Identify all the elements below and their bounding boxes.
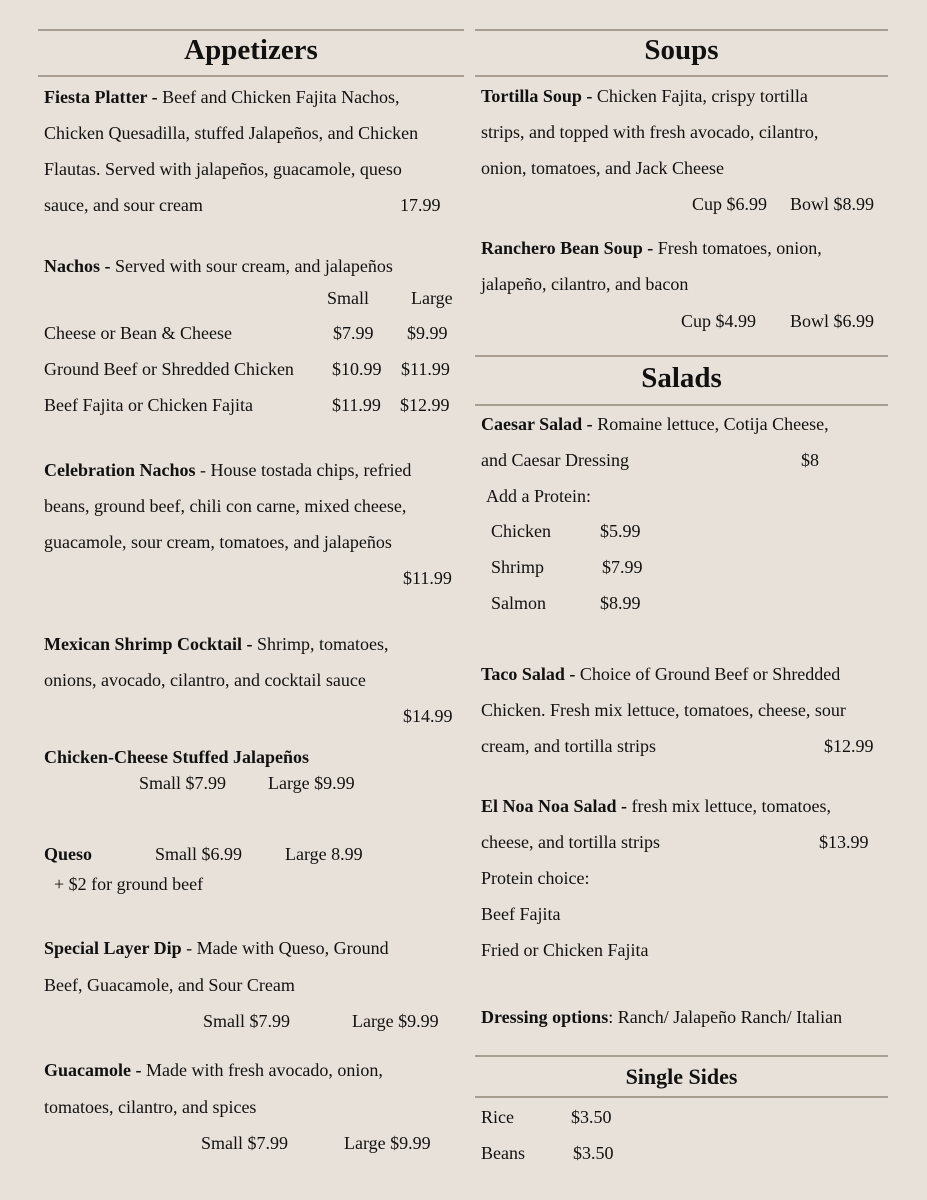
- caesar-salad-price: $8: [801, 450, 819, 470]
- taco-salad-desc-1: Choice of Ground Beef or Shredded: [575, 664, 841, 684]
- sides-bottom-rule: [475, 1096, 888, 1098]
- protein-option-price: $7.99: [602, 557, 643, 577]
- noa-noa-protein-label: Protein choice:: [481, 868, 590, 888]
- layer-dip-large-price: Large $9.99: [352, 1011, 439, 1031]
- layer-dip-name: Special Layer Dip: [44, 938, 182, 958]
- soups-heading: Soups: [644, 34, 719, 66]
- dressing-options-list: : Ranch/ Jalapeño Ranch/ Italian: [608, 1007, 843, 1027]
- tortilla-soup-desc-1: Chicken Fajita, crispy tortilla: [592, 86, 808, 106]
- side-item-price: $3.50: [573, 1143, 614, 1163]
- protein-option-name: Salmon: [491, 593, 547, 613]
- nachos-row-label: Beef Fajita or Chicken Fajita: [44, 395, 253, 415]
- side-item-name: Rice: [481, 1107, 514, 1127]
- fiesta-platter-name: Fiesta Platter -: [44, 87, 158, 107]
- dressing-options-label: Dressing options: [481, 1007, 609, 1027]
- taco-salad-line-3: cream, and tortilla strips: [481, 736, 656, 756]
- noa-noa-salad-line-1: [481, 788, 831, 824]
- layer-dip-line-1: [44, 930, 389, 966]
- salads-heading: Salads: [641, 362, 722, 394]
- ranchero-soup-cup-price: Cup $4.99: [681, 311, 757, 331]
- guacamole-small-price: Small $7.99: [201, 1133, 289, 1153]
- guacamole-line-1: [44, 1052, 383, 1088]
- queso-small-price: Small $6.99: [155, 844, 243, 864]
- guacamole-large-price: Large $9.99: [344, 1133, 431, 1153]
- side-item-name: Beans: [481, 1143, 525, 1163]
- appetizers-top-rule: [38, 29, 464, 31]
- caesar-salad-desc-1: Romaine lettuce, Cotija Cheese,: [592, 414, 829, 434]
- fiesta-platter-line-4: sauce, and sour cream: [44, 195, 203, 215]
- taco-salad-name: Taco Salad -: [481, 664, 576, 684]
- fiesta-platter-line-1: [44, 79, 400, 115]
- nachos-row-label: Ground Beef or Shredded Chicken: [44, 359, 294, 379]
- salads-top-rule: [475, 355, 888, 357]
- layer-dip-small-price: Small $7.99: [203, 1011, 291, 1031]
- ranchero-soup-line-2: jalapeño, cilantro, and bacon: [481, 274, 689, 294]
- layer-dip-line-2: Beef, Guacamole, and Sour Cream: [44, 975, 295, 995]
- protein-option-name: Shrimp: [491, 557, 545, 577]
- tortilla-soup-name: Tortilla Soup -: [481, 86, 593, 106]
- nachos-row-small-price: $7.99: [333, 323, 374, 343]
- soups-bottom-rule: [475, 75, 888, 77]
- nachos-row-large-price: $12.99: [400, 395, 450, 415]
- protein-option-price: $5.99: [600, 521, 641, 541]
- tortilla-soup-line-2: strips, and topped with fresh avocado, cilantro,: [481, 122, 819, 142]
- noa-noa-protein-option: Beef Fajita: [481, 904, 561, 924]
- nachos-row-large-price: $9.99: [407, 323, 448, 343]
- queso-large-price: Large 8.99: [285, 844, 363, 864]
- ranchero-soup-bowl-price: Bowl $6.99: [790, 311, 875, 331]
- nachos-size-small-header: Small: [327, 288, 370, 308]
- stuffed-jalapenos-name: Chicken-Cheese Stuffed Jalapeños: [44, 747, 310, 767]
- tortilla-soup-cup-price: Cup $6.99: [692, 194, 768, 214]
- ranchero-soup-line-1: [481, 230, 822, 266]
- fiesta-platter-line-2: Chicken Quesadilla, stuffed Jalapeños, and Chicken: [44, 123, 419, 143]
- dressing-options: [481, 999, 842, 1035]
- stuffed-jalapenos-small-price: Small $7.99: [139, 773, 227, 793]
- noa-noa-salad-price: $13.99: [819, 832, 869, 852]
- noa-noa-salad-desc-1: fresh mix lettuce, tomatoes,: [627, 796, 831, 816]
- taco-salad-line-1: [481, 656, 840, 692]
- nachos-row-small-price: $11.99: [332, 395, 381, 415]
- queso-name: Queso: [44, 844, 93, 864]
- side-item-price: $3.50: [571, 1107, 612, 1127]
- celebration-nachos-name: Celebration Nachos: [44, 460, 196, 480]
- nachos-row-small-price: $10.99: [332, 359, 382, 379]
- appetizers-heading: Appetizers: [184, 34, 318, 66]
- sides-heading: Single Sides: [625, 1064, 738, 1089]
- layer-dip-desc-1: - Made with Queso, Ground: [181, 938, 389, 958]
- caesar-salad-line-2: and Caesar Dressing: [481, 450, 629, 470]
- shrimp-cocktail-name: Mexican Shrimp Cocktail -: [44, 634, 253, 654]
- tortilla-soup-line-3: onion, tomatoes, and Jack Cheese: [481, 158, 724, 178]
- noa-noa-protein-option: Fried or Chicken Fajita: [481, 940, 649, 960]
- soups-top-rule: [475, 29, 888, 31]
- shrimp-cocktail-line-1: [44, 626, 389, 662]
- appetizers-bottom-rule: [38, 75, 464, 77]
- caesar-salad-name: Caesar Salad -: [481, 414, 593, 434]
- caesar-salad-line-1: [481, 406, 829, 442]
- fiesta-platter-desc-1: Beef and Chicken Fajita Nachos,: [157, 87, 400, 107]
- taco-salad-price: $12.99: [824, 736, 874, 756]
- nachos-desc: Served with sour cream, and jalapeños: [110, 256, 393, 276]
- protein-option-price: $8.99: [600, 593, 641, 613]
- guacamole-line-2: tomatoes, cilantro, and spices: [44, 1097, 257, 1117]
- caesar-protein-label: Add a Protein:: [486, 486, 591, 506]
- stuffed-jalapenos-large-price: Large $9.99: [268, 773, 355, 793]
- protein-option-name: Chicken: [491, 521, 551, 541]
- celebration-nachos-line-3: guacamole, sour cream, tomatoes, and jalapeños: [44, 532, 392, 552]
- sides-top-rule: [475, 1055, 888, 1057]
- nachos-name: Nachos -: [44, 256, 111, 276]
- queso-extra-note: + $2 for ground beef: [54, 874, 204, 894]
- fiesta-platter-price: 17.99: [400, 195, 441, 215]
- shrimp-cocktail-price: $14.99: [403, 706, 453, 726]
- taco-salad-line-2: Chicken. Fresh mix lettuce, tomatoes, cheese, sour: [481, 700, 846, 720]
- celebration-nachos-line-2: beans, ground beef, chili con carne, mixed cheese,: [44, 496, 407, 516]
- ranchero-soup-name: Ranchero Bean Soup -: [481, 238, 654, 258]
- shrimp-cocktail-desc-1: Shrimp, tomatoes,: [252, 634, 389, 654]
- fiesta-platter-line-3: Flautas. Served with jalapeños, guacamole, queso: [44, 159, 402, 179]
- nachos-line-1: [44, 248, 393, 284]
- guacamole-name: Guacamole -: [44, 1060, 142, 1080]
- celebration-nachos-line-1: [44, 452, 411, 488]
- nachos-row-large-price: $11.99: [401, 359, 450, 379]
- tortilla-soup-line-1: [481, 78, 808, 114]
- noa-noa-salad-name: El Noa Noa Salad -: [481, 796, 628, 816]
- nachos-size-large-header: Large: [411, 288, 453, 308]
- noa-noa-salad-line-2: cheese, and tortilla strips: [481, 832, 660, 852]
- shrimp-cocktail-line-2: onions, avocado, cilantro, and cocktail sauce: [44, 670, 366, 690]
- tortilla-soup-bowl-price: Bowl $8.99: [790, 194, 875, 214]
- celebration-nachos-desc-1: - House tostada chips, refried: [195, 460, 412, 480]
- celebration-nachos-price: $11.99: [403, 568, 452, 588]
- guacamole-desc-1: Made with fresh avocado, onion,: [141, 1060, 383, 1080]
- ranchero-soup-desc-1: Fresh tomatoes, onion,: [653, 238, 822, 258]
- nachos-row-label: Cheese or Bean & Cheese: [44, 323, 232, 343]
